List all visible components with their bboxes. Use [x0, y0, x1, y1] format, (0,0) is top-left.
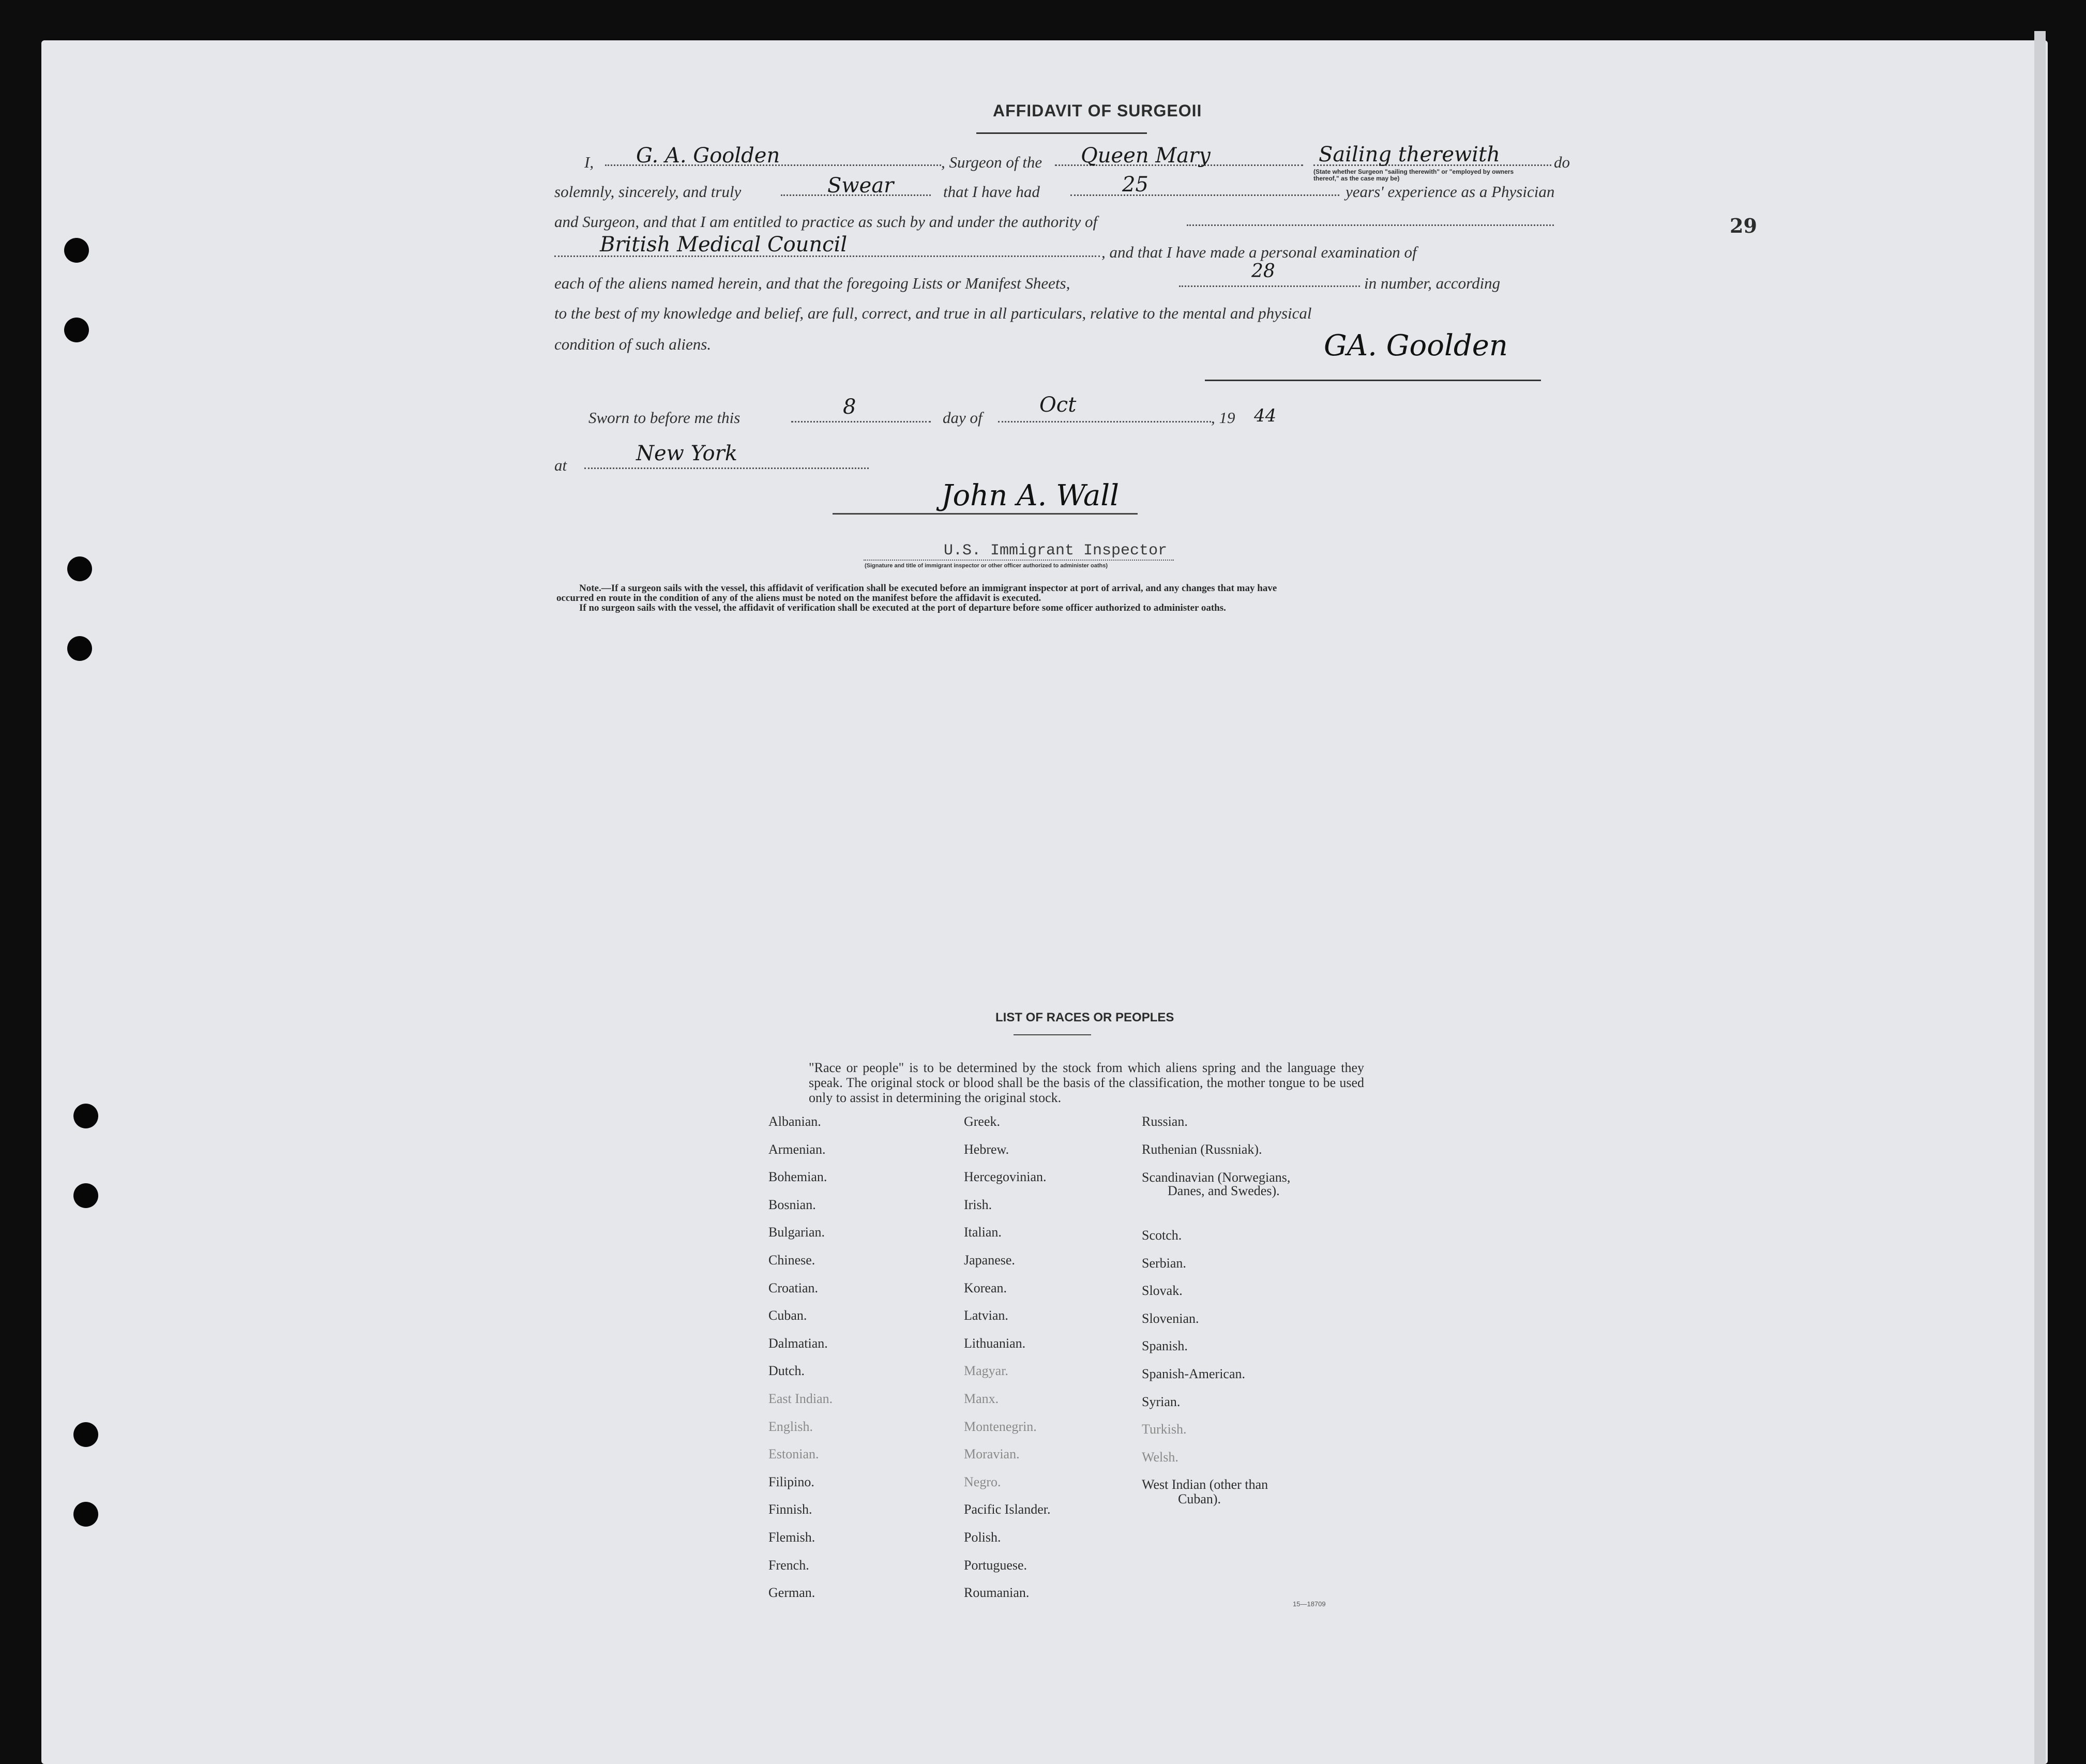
affidavit-i: I,	[584, 153, 594, 171]
authority-handwritten: British Medical Council	[600, 233, 848, 257]
binder-hole	[73, 1183, 98, 1208]
place-handwritten: New York	[636, 442, 737, 465]
race-item: Filipino.	[768, 1474, 814, 1489]
sworn-month-line	[998, 421, 1211, 423]
race-item: Danes, and Swedes).	[1168, 1183, 1280, 1198]
inspector-signature-line	[833, 513, 1138, 515]
vessel-note: (State whether Surgeon "sailing therewith" or "employed by owners thereof," as the case may be)	[1313, 168, 1514, 182]
years-experience-label: years' experience as a Physician	[1346, 183, 1555, 201]
knowledge-label: to the best of my knowledge and belief, are full, correct, and true in all particulars, relative to the mental and physical	[554, 304, 1312, 322]
race-item: Japanese.	[964, 1253, 1015, 1268]
race-item: Bosnian.	[768, 1197, 816, 1212]
race-item: Chinese.	[768, 1253, 815, 1268]
binder-hole	[67, 556, 92, 581]
sworn-label: Sworn to before me this	[588, 409, 740, 427]
race-item: Dutch.	[768, 1363, 805, 1379]
races-title: LIST OF RACES OR PEOPLES	[995, 1011, 1174, 1024]
place-line	[584, 468, 869, 469]
page-number: 29	[1730, 214, 1757, 237]
binder-hole	[73, 1104, 98, 1128]
manifest-sheet	[41, 40, 2048, 1764]
race-item: East Indian.	[768, 1391, 833, 1406]
capacity-handwritten: Sailing therewith	[1319, 143, 1500, 167]
race-item: Dalmatian.	[768, 1335, 828, 1351]
form-code: 15—18709	[1293, 1600, 1326, 1608]
at-label: at	[554, 456, 567, 474]
race-item: Montenegrin.	[964, 1419, 1037, 1434]
race-item: Armenian.	[768, 1141, 826, 1157]
race-item: Spanish-American.	[1142, 1366, 1246, 1381]
race-item: German.	[768, 1585, 815, 1601]
race-item: Syrian.	[1142, 1394, 1181, 1409]
race-item: Albanian.	[768, 1114, 821, 1129]
note-line-1: Note.—If a surgeon sails with the vessel, this affidavit of verification shall be executed before an immigrant inspector at port of arrival, and any changes that may have	[579, 583, 1277, 594]
sworn-year-handwritten: 44	[1254, 405, 1277, 426]
binder-hole	[67, 636, 92, 661]
affidavit-do: do	[1554, 153, 1570, 171]
inspector-title-line	[864, 560, 1174, 561]
inspector-signature: John A. Wall	[941, 479, 1120, 512]
inspector-caption: (Signature and title of immigrant inspector or other officer authorized to administer oaths)	[865, 563, 1108, 569]
race-item: Manx.	[964, 1391, 999, 1406]
race-item: Irish.	[964, 1197, 992, 1212]
swear-handwritten: Swear	[827, 174, 894, 198]
race-item: Slovenian.	[1142, 1310, 1199, 1326]
surgeon-signature-line	[1205, 380, 1541, 381]
race-item: Spanish.	[1142, 1338, 1188, 1354]
binder-hole	[64, 318, 89, 342]
sheet-edge	[2034, 31, 2046, 1764]
sheets-handwritten: 28	[1251, 261, 1275, 282]
surgeon-signature: GA. Goolden	[1324, 329, 1508, 363]
race-item: Polish.	[964, 1530, 1001, 1545]
race-item: Italian.	[964, 1225, 1002, 1240]
race-item: Hebrew.	[964, 1141, 1009, 1157]
race-item: Cuban.	[768, 1308, 807, 1323]
race-item: Latvian.	[964, 1308, 1008, 1323]
race-item: Bohemian.	[768, 1169, 827, 1185]
races-title-rule	[1014, 1034, 1091, 1035]
examination-label: , and that I have made a personal examination of	[1101, 243, 1417, 261]
race-item: Korean.	[964, 1280, 1007, 1295]
condition-label: condition of such aliens.	[554, 335, 712, 353]
binder-hole	[73, 1422, 98, 1447]
race-item: Moravian.	[964, 1446, 1020, 1462]
surgeon-name-handwritten: G. A. Goolden	[636, 144, 780, 168]
race-item: Scotch.	[1142, 1228, 1182, 1243]
race-item: Finnish.	[768, 1502, 812, 1517]
binder-hole	[64, 238, 89, 263]
race-item: Flemish.	[768, 1530, 815, 1545]
race-item: Lithuanian.	[964, 1335, 1026, 1351]
race-item: Portuguese.	[964, 1557, 1027, 1573]
race-item: Turkish.	[1142, 1422, 1187, 1437]
solemnly-label: solemnly, sincerely, and truly	[554, 183, 742, 201]
race-item: Slovak.	[1142, 1283, 1183, 1299]
race-item: Cuban).	[1178, 1491, 1221, 1507]
sworn-day-line	[791, 421, 931, 423]
authority-line-right	[1187, 224, 1554, 226]
race-item: Croatian.	[768, 1280, 819, 1295]
race-item: English.	[768, 1419, 813, 1434]
races-intro: "Race or people" is to be determined by the stock from which aliens spring and the language they speak. The original stock or blood shall be the basis of the classification, the mother tongue to be used only to assist in determining the original stock.	[809, 1060, 1364, 1105]
race-item: Bulgarian.	[768, 1225, 825, 1240]
sheets-line	[1179, 285, 1360, 287]
affidavit-title: AFFIDAVIT OF SURGEOII	[993, 101, 1202, 120]
sworn-month-handwritten: Oct	[1039, 393, 1077, 417]
years-handwritten: 25	[1122, 173, 1148, 197]
in-number-label: in number, according	[1364, 274, 1501, 292]
day-of-label: day of	[943, 409, 982, 427]
surgeon-of-the-label: , Surgeon of the	[941, 153, 1042, 171]
race-item: French.	[768, 1557, 809, 1573]
sheets-label: each of the aliens named herein, and that the foregoing Lists or Manifest Sheets,	[554, 274, 1070, 292]
race-item: Russian.	[1142, 1114, 1188, 1129]
race-item: West Indian (other than	[1142, 1477, 1268, 1492]
that-i-have-had-label: that I have had	[943, 183, 1040, 201]
binder-hole	[73, 1502, 98, 1527]
race-item: Magyar.	[964, 1363, 1008, 1379]
inspector-title: U.S. Immigrant Inspector	[944, 542, 1168, 560]
years-line	[1070, 194, 1339, 196]
note-line-2: occurred en route in the condition of any of the aliens must be noted on the manifest before the affidavit is executed.	[556, 593, 1041, 604]
race-item: Scandinavian (Norwegians,	[1142, 1170, 1291, 1185]
race-item: Greek.	[964, 1114, 1001, 1129]
race-item: Hercegovinian.	[964, 1169, 1047, 1185]
race-item: Roumanian.	[964, 1585, 1030, 1601]
race-item: Welsh.	[1142, 1449, 1178, 1465]
year-prefix-label: , 19	[1211, 409, 1235, 427]
authority-label: and Surgeon, and that I am entitled to practice as such by and under the authority of	[554, 213, 1098, 231]
vessel-handwritten: Queen Mary	[1081, 144, 1211, 168]
race-item: Ruthenian (Russniak).	[1142, 1142, 1262, 1157]
title-rule	[976, 132, 1147, 134]
race-item: Serbian.	[1142, 1255, 1186, 1271]
race-item: Pacific Islander.	[964, 1502, 1051, 1517]
race-item: Estonian.	[768, 1446, 819, 1462]
race-item: Negro.	[964, 1474, 1001, 1489]
note-line-3: If no surgeon sails with the vessel, the affidavit of verification shall be executed at the port of departure before some officer authorized to administer oaths.	[579, 602, 1226, 613]
sworn-day-handwritten: 8	[843, 395, 856, 419]
